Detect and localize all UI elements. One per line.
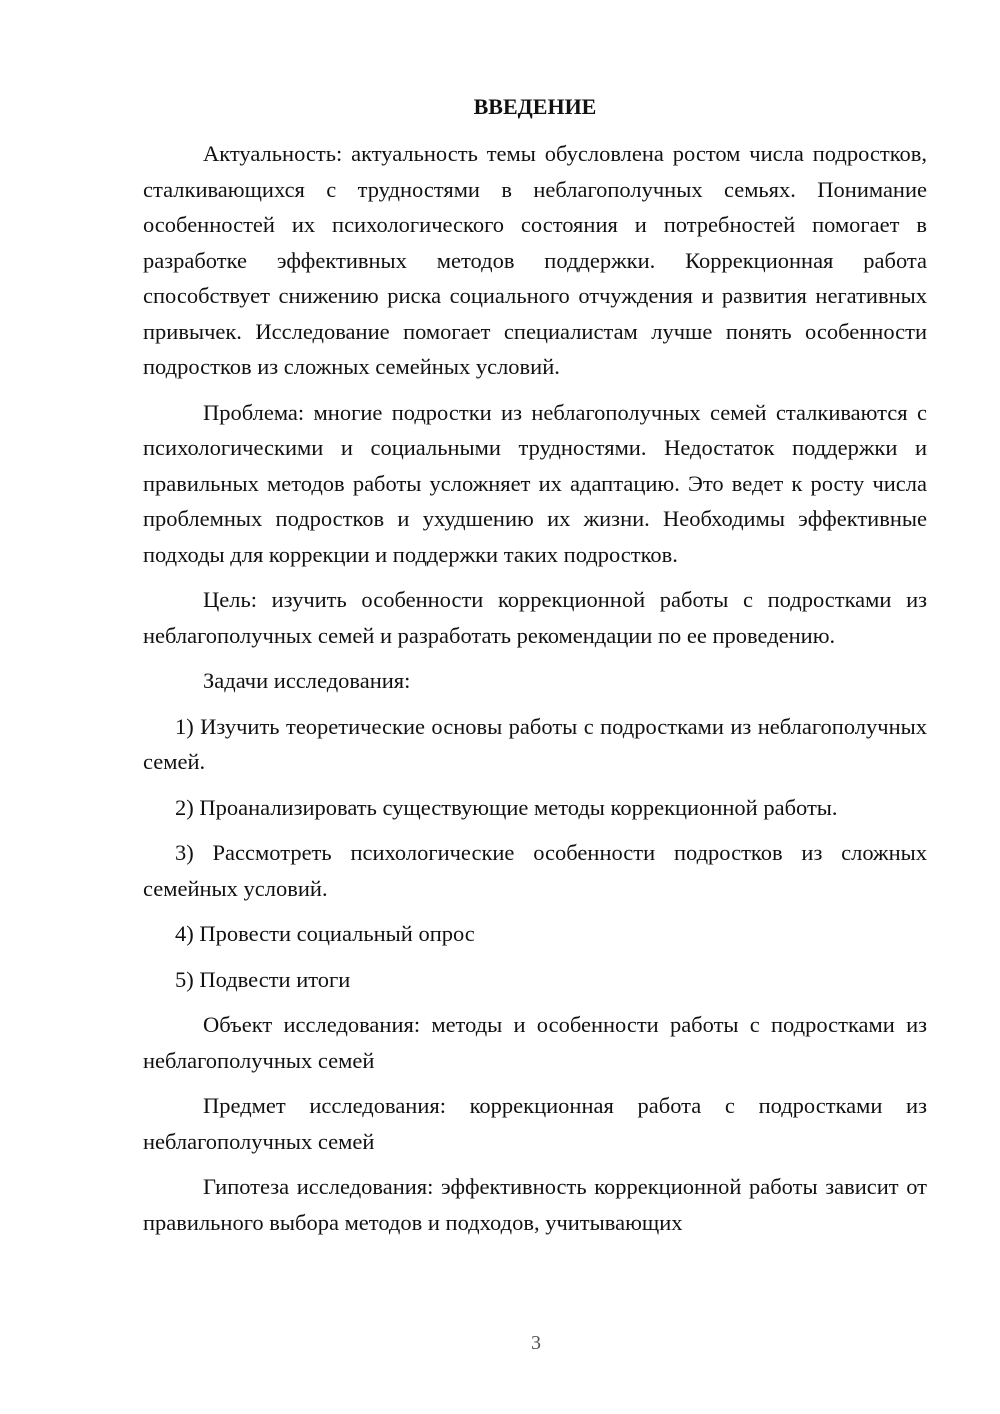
section-title: ВВЕДЕНИЕ <box>473 94 597 119</box>
object-paragraph: Объект исследования: методы и особенности работы с подростками из неблагополучных семей <box>143 1012 927 1073</box>
task-item-4: 4) Провести социальный опрос <box>175 921 475 946</box>
problem-paragraph: Проблема: многие подростки из неблагополучных семей сталкиваются с психологическими и социальными трудностями. Недостаток поддержки и правильных методов работы усложняет их адаптацию. Это ведет к росту числа проблемных подростков и ухудшению их жизни. Необходимы эффективные подходы для коррекции и поддержки таких подростков. <box>143 399 927 567</box>
page-content <box>143 92 927 1250</box>
page-number: 3 <box>531 1332 541 1354</box>
tasks-heading: Задачи исследования: <box>203 668 411 693</box>
task-item-3: 3) Рассмотреть психологические особенности подростков из сложных семейных условий. <box>143 840 927 901</box>
task-item-1: 1) Изучить теоретические основы работы с подростками из неблагополучных семей. <box>143 713 927 774</box>
relevance-paragraph: Актуальность: актуальность темы обусловлена ростом числа подростков, сталкивающихся с трудностями в неблагополучных семьях. Понимание особенностей их психологического состояния и потребностей помогает в разработке эффективных методов поддержки. Коррекционная работа способствует снижению риска социального отчуждения и развития негативных привычек. Исследование помогает специалистам лучше понять особенности подростков из сложных семейных условий. <box>143 141 927 379</box>
hypothesis-paragraph: Гипотеза исследования: эффективность коррекционной работы зависит от правильного выбора методов и подходов, учитывающих <box>143 1174 927 1235</box>
task-item-5: 5) Подвести итоги <box>175 966 351 992</box>
task-item-2: 2) Проанализировать существующие методы коррекционной работы. <box>175 794 838 820</box>
subject-paragraph: Предмет исследования: коррекционная работа с подростками из неблагополучных семей <box>143 1093 927 1154</box>
goal-paragraph: Цель: изучить особенности коррекционной работы с подростками из неблагополучных семей и разработать рекомендации по ее проведению. <box>143 587 927 648</box>
